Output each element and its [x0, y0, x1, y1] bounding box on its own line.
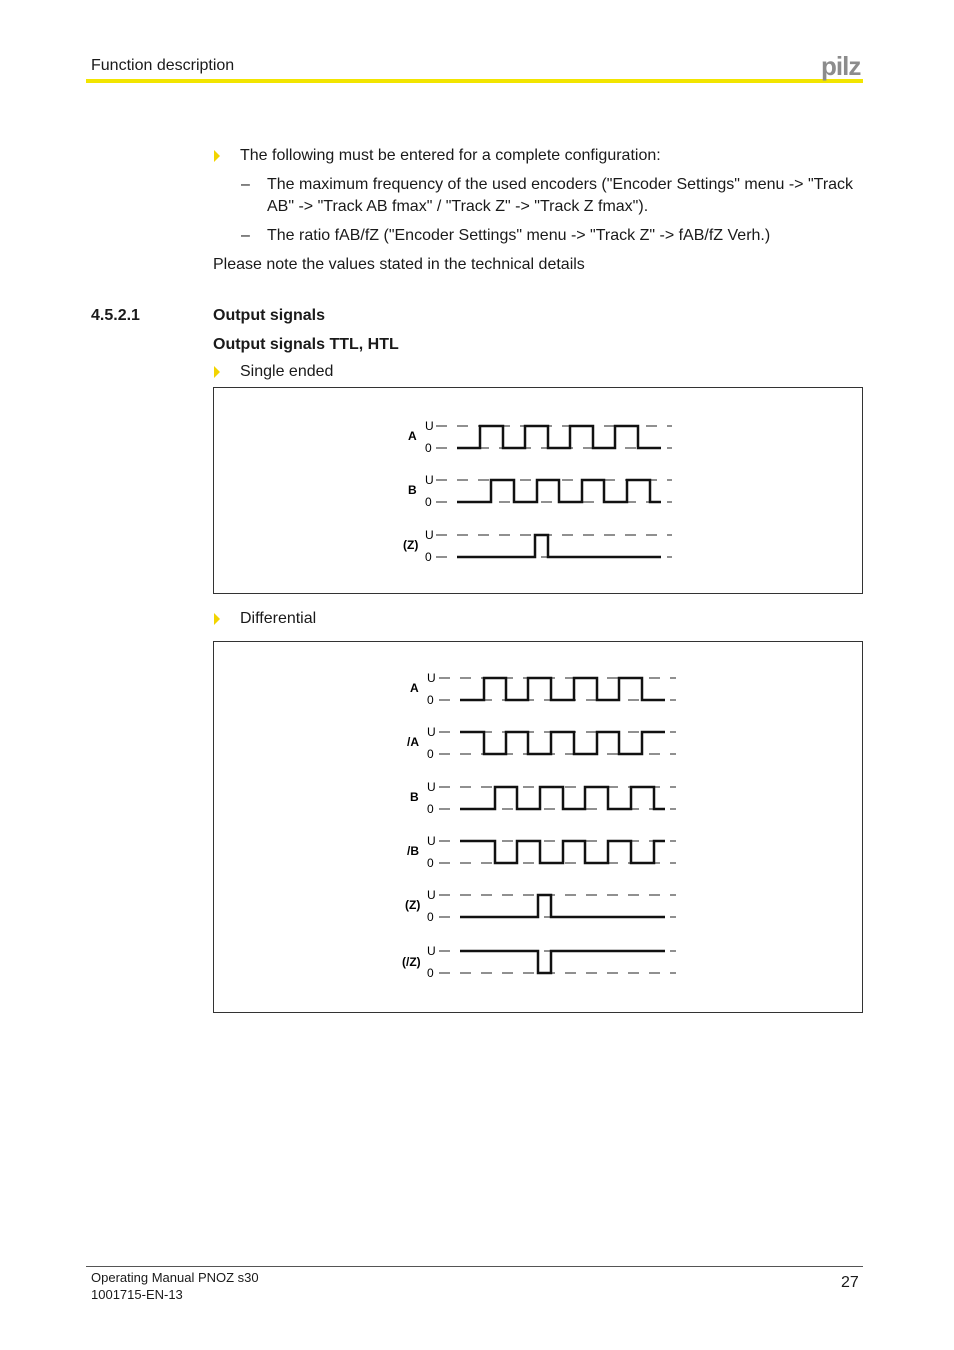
signal-name: B	[408, 483, 417, 497]
signal-row-not-A	[407, 725, 676, 761]
low-level-label: 0	[427, 747, 434, 761]
high-level-label: U	[427, 671, 436, 685]
single-ended-diagram-frame	[213, 387, 863, 594]
low-level-label: 0	[427, 966, 434, 980]
signal-name: A	[408, 429, 417, 443]
high-level-label: U	[427, 888, 436, 902]
dash-marker: –	[241, 227, 250, 244]
signal-name: B	[410, 790, 419, 804]
signal-row-A	[410, 671, 676, 707]
signal-row-not-B	[407, 834, 676, 870]
signal-name: (/Z)	[402, 955, 421, 969]
high-level-label: U	[427, 780, 436, 794]
high-level-label: U	[427, 834, 436, 848]
signal-row-B	[408, 473, 672, 509]
differential-label: Differential	[240, 610, 317, 627]
signal-row-B	[410, 780, 676, 816]
footer-manual-title: Operating Manual PNOZ s30	[91, 1270, 259, 1285]
section-number: 4.5.2.1	[91, 307, 140, 324]
low-level-label: 0	[425, 550, 432, 564]
intro-bullet-text: The following must be entered for a complete configuration:	[240, 147, 661, 164]
section-title: Output signals	[213, 307, 325, 324]
differential-signal-diagram	[214, 642, 862, 1012]
low-level-label: 0	[425, 441, 432, 455]
single-ended-label: Single ended	[240, 363, 334, 380]
high-level-label: U	[425, 419, 434, 433]
header-section-title: Function description	[91, 57, 235, 74]
dash-item-2: The ratio fAB/fZ ("Encoder Settings" menu -> "Track Z" -> fAB/fZ Verh.)	[267, 227, 771, 244]
signal-name: (Z)	[405, 898, 421, 912]
signal-row-Z	[405, 888, 676, 924]
bullet-arrow-icon	[214, 150, 220, 162]
page-number: 27	[841, 1274, 859, 1291]
single-ended-signal-diagram	[214, 388, 862, 593]
low-level-label: 0	[427, 693, 434, 707]
intro-note: Please note the values stated in the technical details	[213, 256, 585, 273]
low-level-label: 0	[425, 495, 432, 509]
dash-marker: –	[241, 176, 250, 193]
section-subtitle: Output signals TTL, HTL	[213, 336, 399, 353]
signal-row-Z	[403, 528, 672, 564]
header-rule	[86, 79, 863, 83]
high-level-label: U	[427, 944, 436, 958]
low-level-label: 0	[427, 856, 434, 870]
signal-row-not-Z	[402, 944, 676, 980]
high-level-label: U	[427, 725, 436, 739]
footer-doc-number: 1001715-EN-13	[91, 1287, 183, 1302]
signal-name: /B	[407, 844, 419, 858]
dash-item-1: The maximum frequency of the used encoders ("Encoder Settings" menu -> "Track AB" -> "Track AB fmax" / "Track Z" -> "Track Z fmax").	[267, 176, 854, 215]
footer-rule	[86, 1266, 863, 1267]
high-level-label: U	[425, 528, 434, 542]
signal-row-A	[408, 419, 672, 455]
signal-name: A	[410, 681, 419, 695]
signal-name: (Z)	[403, 538, 419, 552]
pilz-logo	[821, 53, 865, 81]
logo-text: pilz	[821, 53, 861, 81]
signal-name: /A	[407, 735, 419, 749]
low-level-label: 0	[427, 802, 434, 816]
bullet-arrow-icon	[214, 366, 220, 378]
differential-diagram-frame	[213, 641, 863, 1013]
bullet-arrow-icon	[214, 613, 220, 625]
high-level-label: U	[425, 473, 434, 487]
low-level-label: 0	[427, 910, 434, 924]
